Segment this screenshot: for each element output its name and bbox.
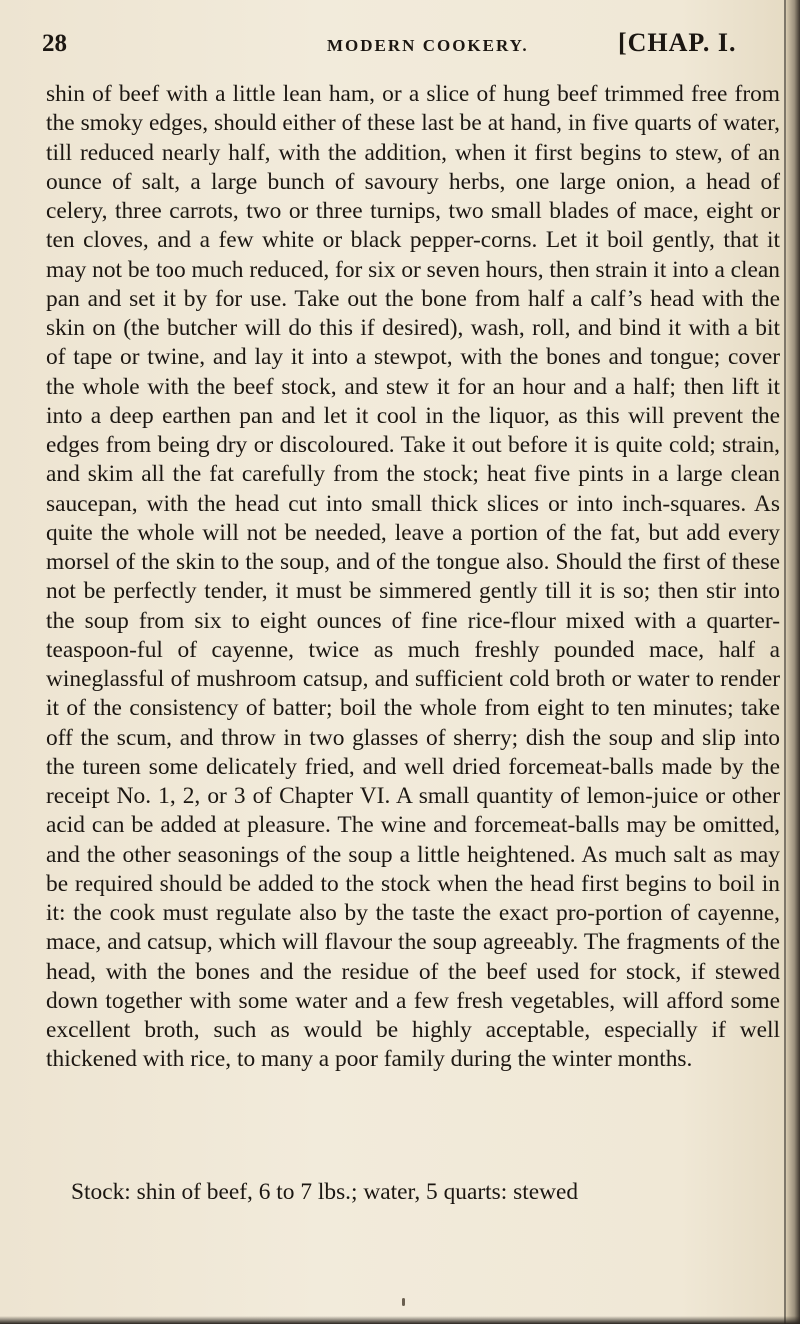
running-title: MODERN COOKERY. xyxy=(327,36,529,55)
page-bottom-edge xyxy=(0,1316,800,1324)
recipe-paragraph: shin of beef with a little lean ham, or a slice of hung beef trimmed free from the smoky edges, should either of these last be at hand, in five quarts of water, till reduced nearly half, with the addition, when it first begins to stew, of an ounce of salt, a large bunch of savoury herbs, one large onion, a head of celery, three carrots, two or three turnips, two small blades of mace, eight or ten cloves, and a few white or black pepper-corns. Let it boil gently, that it may not be too much reduced, for six or seven hours, then strain it into a clean pan and set it by for use. Take out the bone from half a calf’s head with the skin on (the butcher will do this if desired), wash, roll, and bind it with a bit of tape or twine, and lay it into a stewpot, with the bones and tongue; cover the whole with the beef stock, and stew it for an hour and a half; then lift it into a deep earthen pan and let it cool in the liquor, as this will prevent the edges from being dry or discoloured. Take it out before it is quite cold; strain, and skim all the fat carefully from the stock; heat five pints in a large clean saucepan, with the head cut into small thick slices or into inch-squares. As quite the whole will not be needed, leave a portion of the fat, but add every morsel of the skin to the soup, and of the tongue also. Should the first of these not be perfectly tender, it must be simmered gently till it is so; then stir into the soup from six to eight ounces of fine rice-flour mixed with a quarter-teaspoon-ful of cayenne, twice as much freshly pounded mace, half a wineglassful of mushroom catsup, and sufficient cold broth or water to render it of the consistency of batter; boil the whole from eight to ten minutes; take off the scum, and throw in two glasses of sherry; dish the soup and slip into the tureen some delicately fried, and well dried forcemeat-balls made by the receipt No. 1, 2, or 3 of Chapter VI. A small quantity of lemon-juice or other acid can be added at pleasure. The wine and forcemeat-balls may be omitted, and the other seasonings of the soup a little heightened. As much salt as may be required should be added to the stock when the head first begins to boil in it: the cook must regulate also by the taste the exact pro-portion of cayenne, mace, and catsup, which will flavour the soup agreeably. The fragments of the head, with the bones and the residue of the beef used for stock, if stewed down together with some water and a few fresh vegetables, will afford some excellent broth, such as would be highly acceptable, especially if well thickened with rice, to many a poor family during the winter months. xyxy=(46,81,781,1073)
body-text xyxy=(46,80,780,1075)
stock-summary-line: Stock: shin of beef, 6 to 7 lbs.; water, 5 quarts: stewed xyxy=(71,1179,579,1205)
page-number: 28 xyxy=(42,30,67,57)
page-binding-edge xyxy=(786,0,800,1324)
chapter-reference: [CHAP. I. xyxy=(618,28,737,57)
paper-fleck xyxy=(402,1298,405,1306)
running-header xyxy=(42,30,782,66)
